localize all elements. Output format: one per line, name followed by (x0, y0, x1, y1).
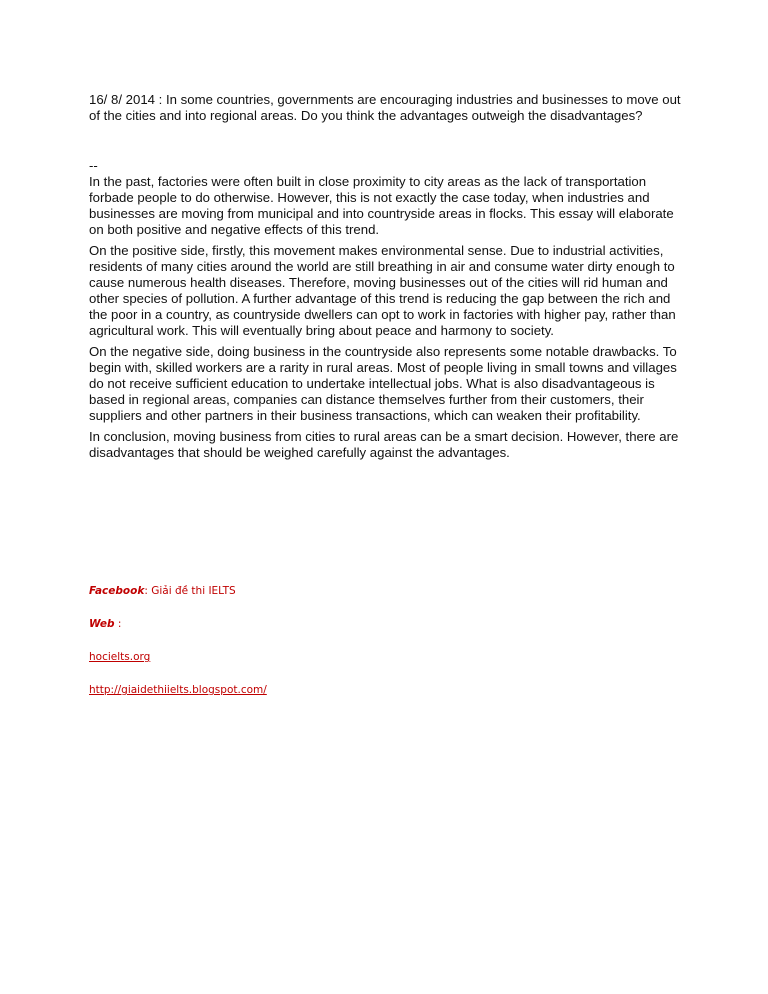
blog-link[interactable]: http://giaidethiielts.blogspot.com/ (89, 684, 267, 696)
separator: -- (89, 158, 98, 173)
hocielts-line (89, 650, 689, 664)
hocielts-link[interactable]: hocielts.org (89, 651, 151, 663)
footer-links (89, 584, 689, 716)
paragraph-negative: On the negative side, doing business in the countryside also represents some notable drawbacks. To begin with, skilled workers are a rarity in rural areas. Most of people living in small towns and villages do not receive sufficient education to undertake intellectual jobs. What is also disadvantageous is based in regional areas, companies can distance themselves further from their customers, their suppliers and other partners in their business transactions, which can weaken their profitability. (89, 344, 677, 423)
facebook-label: Facebook (89, 585, 145, 597)
facebook-separator: : (144, 585, 152, 597)
paragraph-conclusion: In conclusion, moving business from cities to rural areas can be a smart decision. However, there are disadvantages that should be weighed carefully against the advantages. (89, 429, 679, 460)
paragraph-positive: On the positive side, firstly, this movement makes environmental sense. Due to industrial activities, residents of many cities around the world are still breathing in air and consume water dirty enough to cause numerous health diseases. Therefore, moving businesses out of the cities will rid human and other species of pollution. A further advantage of this trend is reducing the gap between the rich and the poor in a country, as countryside dwellers can opt to work in factories with higher pay, rather than agricultural work. This will eventually bring about peace and harmony to society. (89, 243, 676, 338)
web-separator: : (114, 618, 122, 630)
essay-prompt: 16/ 8/ 2014 : In some countries, governments are encouraging industries and businesses to move out of the cities and into regional areas. Do you think the advantages outweigh the disadvantages? (89, 92, 681, 123)
essay-body (89, 92, 689, 466)
web-line (89, 617, 689, 631)
facebook-line (89, 584, 689, 598)
facebook-value: Giải đề thi IELTS (151, 585, 236, 597)
web-label: Web (89, 618, 115, 630)
blog-line (89, 683, 689, 697)
paragraph-introduction: In the past, factories were often built in close proximity to city areas as the lack of transportation forbade people to do otherwise. However, this is not exactly the case today, when industries and businesses are moving from municipal and into countryside areas in flocks. This essay will elaborate on both positive and negative effects of this trend. (89, 174, 674, 237)
